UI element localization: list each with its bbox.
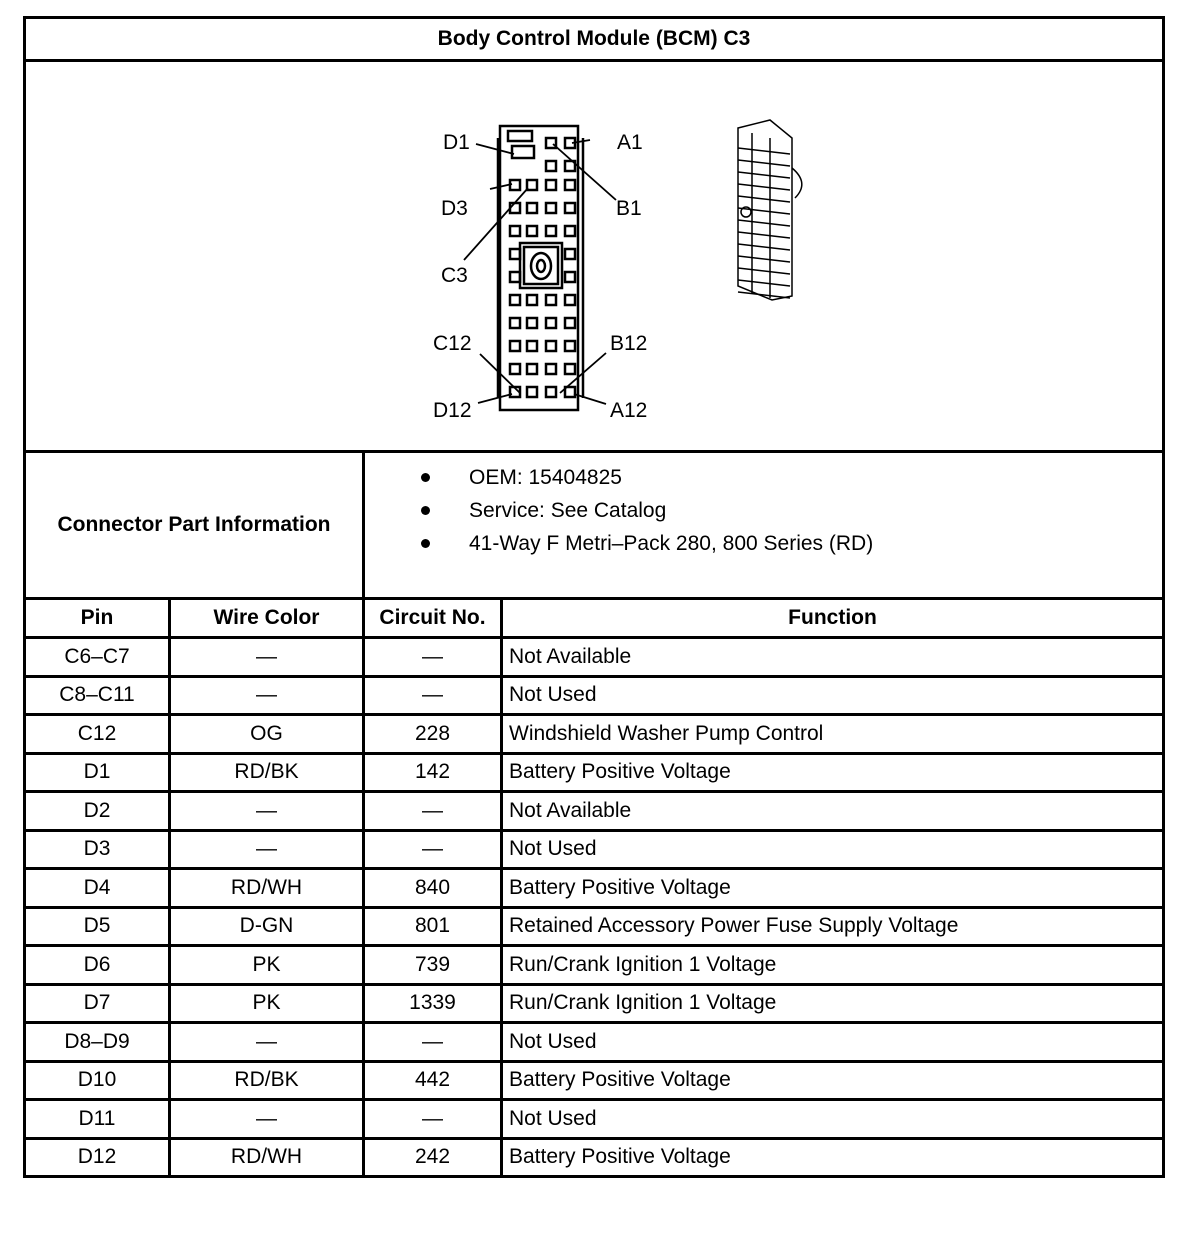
table-row [25, 830, 1164, 869]
pin-label: A1 [617, 131, 643, 154]
pin-label: D3 [441, 197, 468, 220]
pin-label: C12 [433, 332, 472, 355]
cell-wire-color: — [170, 792, 364, 831]
connector-info-list [364, 452, 1164, 599]
connector-info-label: Connector Part Information [25, 452, 364, 599]
cell-wire-color: D-GN [170, 907, 364, 946]
cell-pin: D6 [25, 946, 170, 985]
cell-pin: D12 [25, 1138, 170, 1177]
header-pin: Pin [25, 599, 170, 638]
cell-pin: D7 [25, 984, 170, 1023]
connector-side-view-drawing [738, 120, 802, 300]
cell-wire-color: RD/BK [170, 753, 364, 792]
pin-label: B1 [616, 197, 642, 220]
cell-wire-color: RD/WH [170, 1138, 364, 1177]
cell-function: Run/Crank Ignition 1 Voltage [502, 984, 1164, 1023]
pin-label: D12 [433, 399, 472, 422]
table-row [25, 676, 1164, 715]
cell-pin: D10 [25, 1061, 170, 1100]
cell-pin: D1 [25, 753, 170, 792]
connector-face-drawing [464, 126, 616, 410]
cell-circuit-no: — [364, 1100, 502, 1139]
cell-function: Battery Positive Voltage [502, 753, 1164, 792]
cell-wire-color: — [170, 830, 364, 869]
table-row [25, 1138, 1164, 1177]
cell-function: Not Available [502, 638, 1164, 677]
cell-circuit-no: — [364, 676, 502, 715]
cell-function: Windshield Washer Pump Control [502, 715, 1164, 754]
table-row [25, 907, 1164, 946]
cell-wire-color: PK [170, 946, 364, 985]
table-row [25, 984, 1164, 1023]
cell-pin: C12 [25, 715, 170, 754]
table-row [25, 1061, 1164, 1100]
cell-function: Not Available [502, 792, 1164, 831]
cell-function: Not Used [502, 676, 1164, 715]
table-row [25, 1100, 1164, 1139]
cell-pin: D2 [25, 792, 170, 831]
connector-document [23, 16, 1165, 1178]
pin-label: D1 [443, 131, 470, 154]
connector-table [23, 16, 1165, 1178]
cell-circuit-no: — [364, 792, 502, 831]
header-function: Function [502, 599, 1164, 638]
cell-pin: D3 [25, 830, 170, 869]
info-connector-type: 41-Way F Metri–Pack 280, 800 Series (RD) [415, 527, 1162, 560]
cell-circuit-no: — [364, 638, 502, 677]
pin-label: C3 [441, 264, 468, 287]
cell-pin: D5 [25, 907, 170, 946]
cell-function: Not Used [502, 830, 1164, 869]
cell-wire-color: RD/BK [170, 1061, 364, 1100]
pin-label: B12 [610, 332, 648, 355]
table-header-row [25, 599, 1164, 638]
cell-wire-color: — [170, 1023, 364, 1062]
cell-function: Retained Accessory Power Fuse Supply Voltage [502, 907, 1164, 946]
cell-circuit-no: 1339 [364, 984, 502, 1023]
cell-circuit-no: — [364, 830, 502, 869]
cell-wire-color: RD/WH [170, 869, 364, 908]
cell-function: Battery Positive Voltage [502, 869, 1164, 908]
table-row [25, 946, 1164, 985]
cell-wire-color: — [170, 1100, 364, 1139]
header-wire-color: Wire Color [170, 599, 364, 638]
cell-circuit-no: 142 [364, 753, 502, 792]
cell-wire-color: — [170, 676, 364, 715]
connector-diagram [26, 62, 1162, 450]
cell-circuit-no: 242 [364, 1138, 502, 1177]
cell-function: Battery Positive Voltage [502, 1061, 1164, 1100]
connector-diagram-cell [25, 61, 1164, 452]
header-circuit-no: Circuit No. [364, 599, 502, 638]
cell-circuit-no: 228 [364, 715, 502, 754]
table-row [25, 869, 1164, 908]
cell-circuit-no: 442 [364, 1061, 502, 1100]
table-row [25, 1023, 1164, 1062]
cell-circuit-no: 739 [364, 946, 502, 985]
cell-pin: C8–C11 [25, 676, 170, 715]
cell-wire-color: — [170, 638, 364, 677]
cell-circuit-no: 840 [364, 869, 502, 908]
table-row [25, 715, 1164, 754]
pin-label: A12 [610, 399, 648, 422]
info-oem: OEM: 15404825 [415, 461, 1162, 494]
info-service: Service: See Catalog [415, 494, 1162, 527]
cell-wire-color: OG [170, 715, 364, 754]
cell-function: Run/Crank Ignition 1 Voltage [502, 946, 1164, 985]
cell-function: Not Used [502, 1023, 1164, 1062]
document-title: Body Control Module (BCM) C3 [25, 18, 1164, 61]
cell-function: Not Used [502, 1100, 1164, 1139]
cell-wire-color: PK [170, 984, 364, 1023]
cell-function: Battery Positive Voltage [502, 1138, 1164, 1177]
table-row [25, 638, 1164, 677]
cell-pin: D11 [25, 1100, 170, 1139]
table-row [25, 753, 1164, 792]
cell-circuit-no: 801 [364, 907, 502, 946]
cell-circuit-no: — [364, 1023, 502, 1062]
cell-pin: D4 [25, 869, 170, 908]
cell-pin: C6–C7 [25, 638, 170, 677]
cell-pin: D8–D9 [25, 1023, 170, 1062]
table-row [25, 792, 1164, 831]
